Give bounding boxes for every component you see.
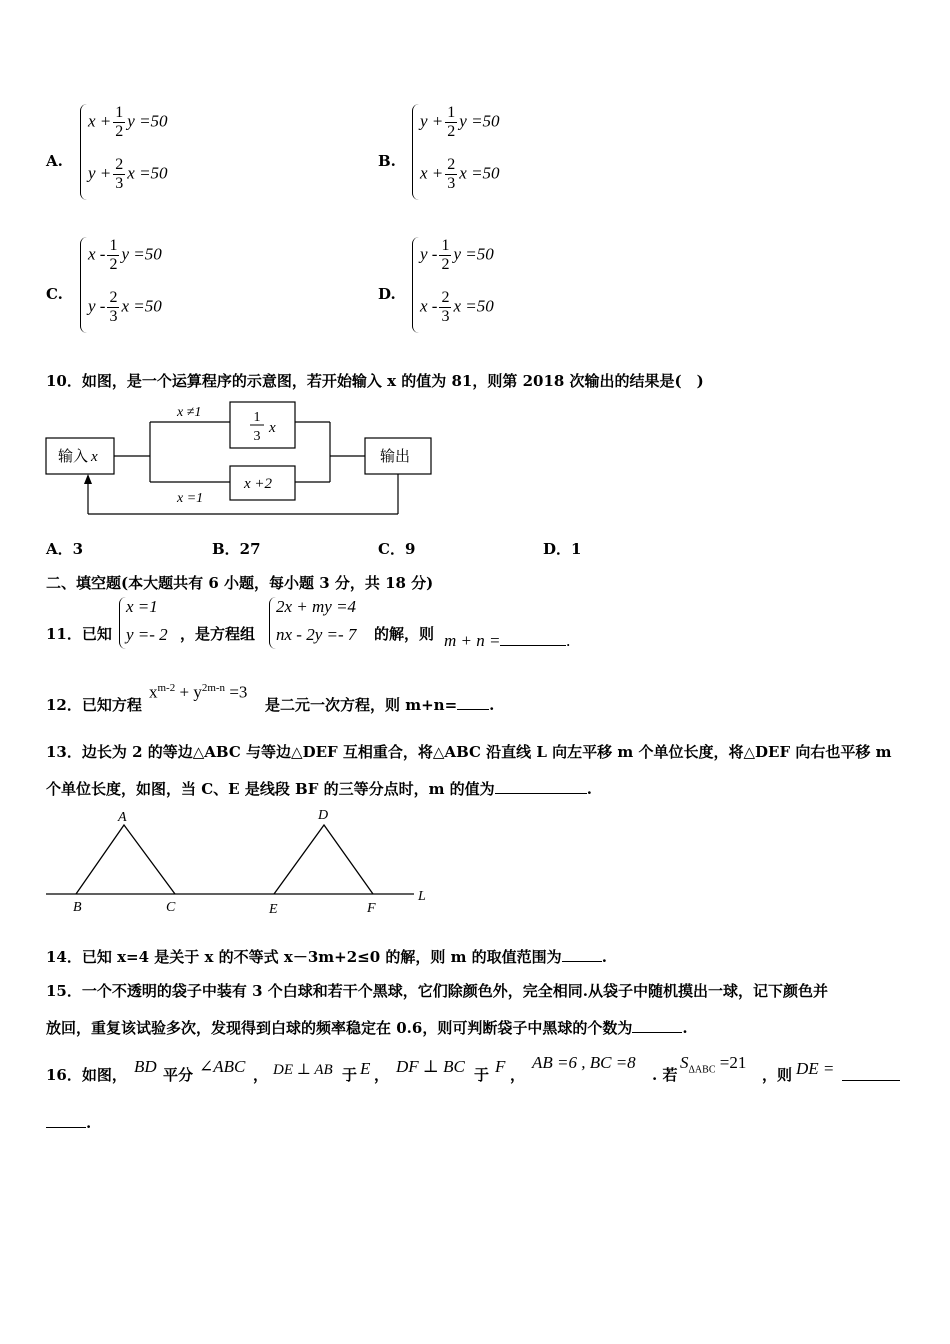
q10-option-b: B．27 <box>212 540 261 558</box>
q16-c2: ， <box>374 1066 390 1084</box>
q11-sys2-eq1: 2x + my =4 <box>276 597 357 616</box>
output-label: 输出 <box>380 449 411 465</box>
q16-df-bc: DF ⊥ BC <box>396 1057 465 1076</box>
q11-mid: ，是方程组 <box>180 625 256 643</box>
box-bottom-label: x +2 <box>244 476 273 492</box>
q16-e: E <box>360 1059 371 1078</box>
q16-t2: 于 <box>342 1066 358 1084</box>
q11-expr: m + n = . <box>444 631 571 650</box>
option-b-label: B. <box>378 152 396 170</box>
q16-t3: 于 <box>474 1066 490 1084</box>
answer-blank <box>457 697 489 710</box>
flowchart-figure <box>40 394 440 522</box>
q12-equation: $x^{m-2} + y^{2m-n} =3$ <box>149 682 248 702</box>
q10-option-d: D．1 <box>543 540 582 558</box>
label-l: L <box>418 889 426 904</box>
cond-top-label: x ≠1 <box>177 405 202 420</box>
brace <box>412 237 419 333</box>
label-d: D <box>318 808 329 823</box>
q15-line1: 15．一个不透明的袋子中装有 3 个白球和若干个黑球，它们除颜色外，完全相同.从袋子中随机摸出一球，记下颜色并 <box>46 982 828 1000</box>
q16-de-ab: DE ⊥ AB <box>273 1062 333 1078</box>
box-top-var: x <box>269 420 276 436</box>
q16-t1: 平分 <box>163 1066 194 1084</box>
arrow-up-icon <box>84 474 92 484</box>
q16-c3: ， <box>510 1066 526 1084</box>
q16-c1: ， <box>253 1066 269 1084</box>
answer-blank <box>46 1115 86 1128</box>
q11-sys2-eq2: nx - 2y =- 7 <box>276 625 357 644</box>
q16-bd: BD <box>134 1057 157 1076</box>
option-c-eq1: x - $\frac{1}{2}$ y =50 <box>88 237 162 273</box>
triangle-abc <box>76 825 175 894</box>
option-a-eq1: x + $\frac{1}{2}$ y =50 <box>88 104 168 140</box>
q15-line2: 放回，重复该试验多次，发现得到白球的频率稳定在 0.6，则可判断袋子中黑球的个数为 . <box>46 1019 688 1037</box>
label-e: E <box>269 902 278 917</box>
q12-prefix: 12．已知方程 <box>46 696 142 714</box>
q10-option-a: A．3 <box>46 540 84 558</box>
option-b-eq1: y + $\frac{1}{2}$ y =50 <box>420 104 500 140</box>
q16-t5: ，则 <box>762 1066 793 1084</box>
option-a-eq2: y + $\frac{2}{3}$ x =50 <box>88 156 168 192</box>
q16-lengths: AB =6 , BC =8 <box>532 1053 636 1072</box>
q10-text: 10．如图，是一个运算程序的示意图，若开始输入 x 的值为 81，则第 2018 次输出的结果是( ) <box>46 372 704 390</box>
answer-blank <box>562 949 602 962</box>
option-c-eq2: y - $\frac{2}{3}$ x =50 <box>88 289 162 325</box>
q11-sys1-eq1: x =1 <box>126 597 158 616</box>
brace <box>80 237 87 333</box>
label-f: F <box>367 901 376 916</box>
brace <box>269 597 276 649</box>
brace <box>80 104 87 200</box>
option-d-label: D. <box>378 285 396 303</box>
cond-bottom-label: x =1 <box>177 491 204 506</box>
answer-blank <box>500 631 566 646</box>
answer-blank <box>495 781 587 794</box>
q16-f: F <box>495 1057 506 1076</box>
q13-line1: 13．边长为 2 的等边△ABC 与等边△DEF 互相重合，将△ABC 沿直线 L 向左平移 m 个单位长度，将△DEF 向右也平移 m <box>46 743 892 761</box>
label-b: B <box>73 900 82 915</box>
q11-prefix: 11．已知 <box>46 625 112 643</box>
q11-suffix: 的解，则 <box>374 625 435 643</box>
q16-area: $S_{\Delta ABC} =21$ <box>680 1053 747 1076</box>
brace <box>119 597 126 649</box>
option-a-label: A. <box>46 152 63 170</box>
q16-prefix: 16．如图， <box>46 1066 127 1084</box>
label-c: C <box>166 900 176 915</box>
q16-de: DE = <box>796 1059 835 1078</box>
brace <box>412 104 419 200</box>
triangle-def <box>274 825 373 894</box>
box-top-den: 3 <box>253 429 261 444</box>
answer-blank <box>632 1020 682 1033</box>
input-label: 输入 x <box>58 449 98 465</box>
label-a: A <box>118 810 127 825</box>
section-title: 二、填空题(本大题共有 6 小题，每小题 3 分，共 18 分) <box>46 574 434 592</box>
q12-suffix: 是二元一次方程，则 m+n= . <box>265 696 495 714</box>
triangles-figure <box>40 804 440 920</box>
option-d-eq1: y - $\frac{1}{2}$ y =50 <box>420 237 494 273</box>
q16-angle: ∠ABC <box>199 1057 246 1076</box>
box-top-num: 1 <box>253 410 261 425</box>
option-b-eq2: x + $\frac{2}{3}$ x =50 <box>420 156 500 192</box>
option-d-eq2: x - $\frac{2}{3}$ x =50 <box>420 289 494 325</box>
q11-sys1-eq2: y =- 2 <box>126 625 168 644</box>
q13-line2: 个单位长度，如图，当 C、E 是线段 BF 的三等分点时，m 的值为 . <box>46 780 592 798</box>
q10-option-c: C．9 <box>378 540 416 558</box>
answer-blank <box>842 1066 900 1081</box>
option-c-label: C. <box>46 285 63 303</box>
q16-t4: . 若 <box>652 1066 678 1084</box>
q16-end: . <box>46 1114 91 1132</box>
q14-text: 14．已知 x=4 是关于 x 的不等式 x－3m+2≤0 的解，则 m 的取值范围为 . <box>46 948 607 966</box>
